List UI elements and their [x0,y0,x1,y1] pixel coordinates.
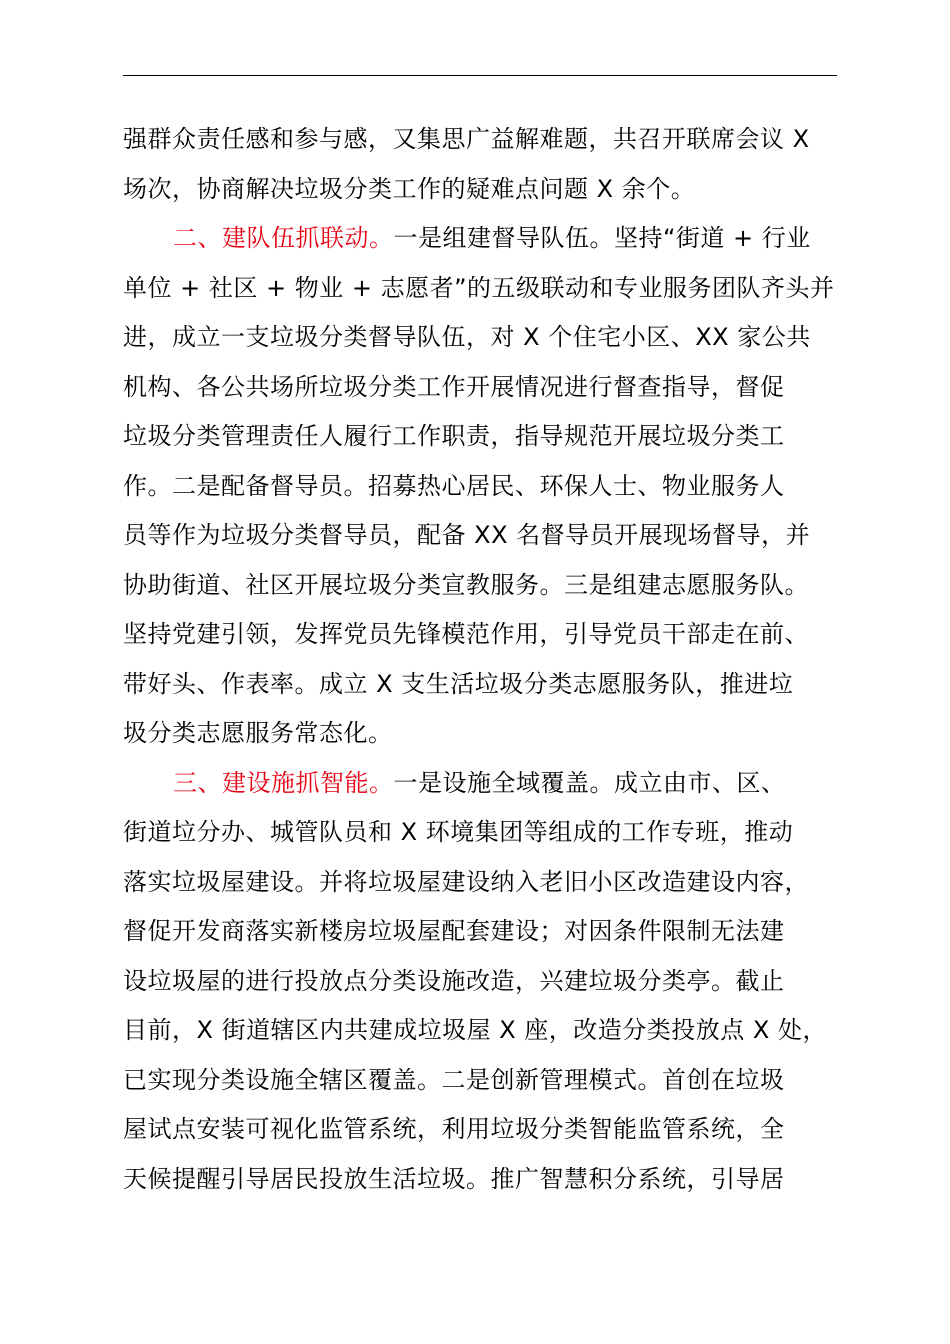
text-line: 机构、各公共场所垃圾分类工作开展情况进行督查指导，督促 [123,372,785,401]
section-2-text: 一是组建督导队伍。坚持“街道 + 行业 [393,224,811,252]
text-line: 目前，X 街道辖区内共建成垃圾屋 X 座，改造分类投放点 X 处， [123,1016,827,1044]
header-rule [123,75,837,76]
text-line: 已实现分类设施全辖区覆盖。二是创新管理模式。首创在垃圾 [123,1065,785,1094]
section-3-first-line [123,759,837,809]
text-line: 强群众责任感和参与感，又集思广益解难题，共召开联席会议 X [123,125,810,153]
text-line: 垃圾分类管理责任人履行工作职责，指导规范开展垃圾分类工 [123,422,785,450]
text-line: 督促开发商落实新楼房垃圾屋配套建设；对因条件限制无法建 [123,917,785,945]
text-line: 设垃圾屋的进行投放点分类设施改造，兴建垃圾分类亭。截止 [123,966,785,995]
document-body [123,115,837,1204]
text-line: 坚持党建引领，发挥党员先锋模范作用，引导党员干部走在前、 [123,620,809,648]
text-line: 圾分类志愿服务常态化。 [123,719,393,747]
text-line: 单位 + 社区 + 物业 + 志愿者”的五级联动和专业服务团队齐头并 [123,273,835,302]
text-line: 场次，协商解决垃圾分类工作的疑难点问题 X 余个。 [123,174,696,203]
text-line: 进，成立一支垃圾分类督导队伍，对 X 个住宅小区、XX 家公共 [123,323,811,351]
text-line: 协助街道、社区开展垃圾分类宣教服务。三是组建志愿服务队。 [123,570,809,599]
text-line: 天候提醒引导居民投放生活垃圾。推广智慧积分系统，引导居 [123,1164,785,1193]
text-line: 员等作为垃圾分类督导员，配备 XX 名督导员开展现场督导，并 [123,521,811,549]
section-2-heading: 二、建队伍抓联动。 [173,224,394,252]
text-line: 带好头、作表率。成立 X 支生活垃圾分类志愿服务队，推进垃 [123,669,794,698]
section-3-text: 一是设施全域覆盖。成立由市、区、 [393,768,786,797]
section-2-first-line [123,214,837,264]
text-line: 作。二是配备督导员。招募热心居民、环保人士、物业服务人 [123,471,785,500]
text-line: 街道垃分办、城管队员和 X 环境集团等组成的工作专班，推动 [123,818,794,846]
text-line: 屋试点安装可视化监管系统，利用垃圾分类智能监管系统，全 [123,1115,785,1143]
text-line: 落实垃圾屋建设。并将垃圾屋建设纳入老旧小区改造建设内容， [123,867,809,896]
section-3-heading: 三、建设施抓智能。 [173,768,394,797]
